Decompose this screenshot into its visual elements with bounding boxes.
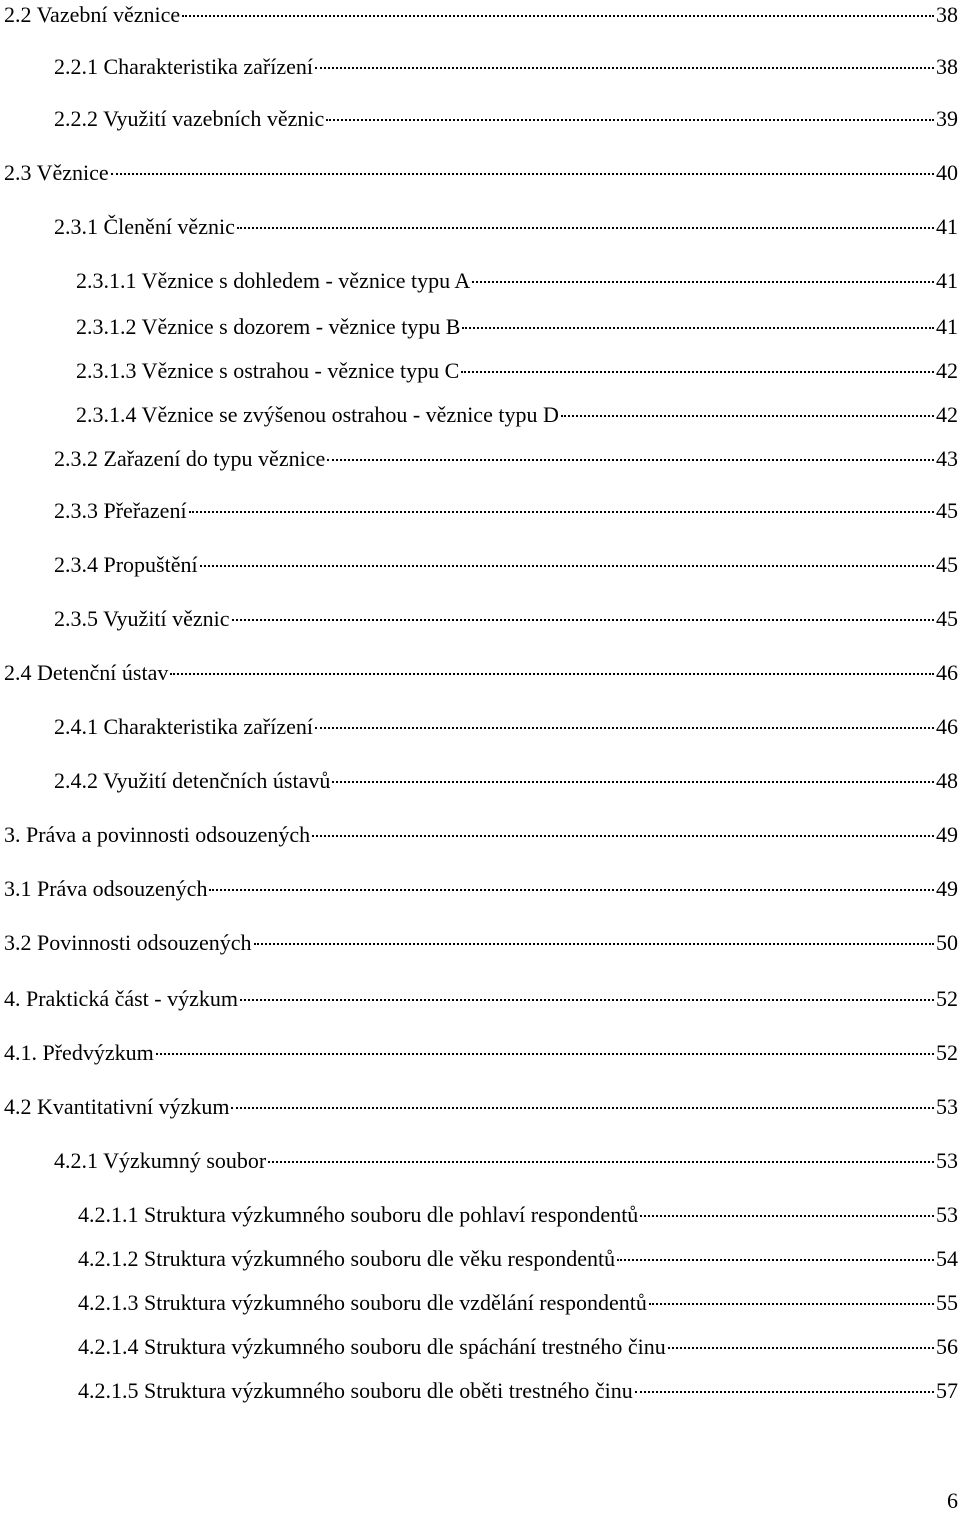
toc-entry-page: 43 bbox=[936, 446, 958, 471]
toc-entry-title: 2.3.1 Členění věznic bbox=[54, 214, 235, 239]
toc-leader bbox=[461, 371, 934, 373]
toc-entry-page: 41 bbox=[936, 214, 958, 239]
toc-entry-title: 2.4.1 Charakteristika zařízení bbox=[54, 714, 314, 739]
toc-entry-title: 4.2 Kvantitativní výzkum bbox=[4, 1094, 230, 1119]
toc-entry-page: 49 bbox=[936, 822, 958, 847]
toc-entry-title: 2.3.5 Využití věznic bbox=[54, 606, 230, 631]
toc-entry[interactable] bbox=[4, 820, 958, 850]
toc-entry[interactable] bbox=[54, 212, 958, 242]
toc-entry[interactable] bbox=[4, 158, 958, 188]
toc-leader bbox=[472, 281, 934, 283]
toc-leader bbox=[268, 1161, 934, 1163]
toc-leader bbox=[240, 999, 934, 1001]
toc-leader bbox=[182, 15, 934, 17]
toc-entry[interactable] bbox=[78, 1332, 958, 1362]
toc-entry[interactable] bbox=[4, 984, 958, 1014]
toc-entry[interactable] bbox=[54, 550, 958, 580]
toc-entry-page: 46 bbox=[936, 714, 958, 739]
toc-entry[interactable] bbox=[54, 52, 958, 82]
toc-entry-title: 3.1 Práva odsouzených bbox=[4, 876, 208, 901]
toc-entry[interactable] bbox=[54, 1146, 958, 1176]
toc-entry-page: 39 bbox=[936, 106, 958, 131]
toc-leader bbox=[156, 1053, 934, 1055]
toc-leader bbox=[231, 1107, 934, 1109]
toc-entry[interactable] bbox=[76, 312, 958, 342]
toc-entry-page: 52 bbox=[936, 986, 958, 1011]
toc-entry-title: 2.2.2 Využití vazebních věznic bbox=[54, 106, 325, 131]
toc-entry-title: 3.2 Povinnosti odsouzených bbox=[4, 930, 252, 955]
toc-leader bbox=[617, 1259, 934, 1261]
toc-entry-page: 46 bbox=[936, 660, 958, 685]
toc-entry-page: 42 bbox=[936, 358, 958, 383]
toc-entry-title: 2.3.3 Přeřazení bbox=[54, 498, 187, 523]
toc-entry[interactable] bbox=[4, 0, 958, 30]
toc-entry-page: 42 bbox=[936, 402, 958, 427]
toc-leader bbox=[209, 889, 934, 891]
toc-entry-page: 41 bbox=[936, 314, 958, 339]
toc-entry-page: 52 bbox=[936, 1040, 958, 1065]
toc-entry[interactable] bbox=[54, 104, 958, 134]
toc-entry-title: 4.2.1.3 Struktura výzkumného souboru dle vzdělání respondentů bbox=[78, 1290, 647, 1315]
toc-entry-page: 40 bbox=[936, 160, 958, 185]
toc-entry[interactable] bbox=[54, 444, 958, 474]
toc-entry-title: 2.3.1.4 Věznice se zvýšenou ostrahou - věznice typu D bbox=[76, 402, 559, 427]
toc-leader bbox=[561, 415, 934, 417]
toc-entry[interactable] bbox=[54, 766, 958, 796]
toc-entry-title: 2.2.1 Charakteristika zařízení bbox=[54, 54, 314, 79]
toc-entry-title: 4.2.1 Výzkumný soubor bbox=[54, 1148, 267, 1173]
toc-entry-title: 4.2.1.4 Struktura výzkumného souboru dle spáchání trestného činu bbox=[78, 1334, 666, 1359]
toc-leader bbox=[170, 673, 934, 675]
toc-entry-title: 4.2.1.5 Struktura výzkumného souboru dle oběti trestného činu bbox=[78, 1378, 633, 1403]
toc-entry-page: 41 bbox=[936, 268, 958, 293]
toc-entry-page: 56 bbox=[936, 1334, 958, 1359]
toc-entry[interactable] bbox=[4, 658, 958, 688]
toc-leader bbox=[232, 619, 934, 621]
toc-leader bbox=[237, 227, 934, 229]
toc-entry-title: 2.4 Detenční ústav bbox=[4, 660, 169, 685]
toc-entry-page: 57 bbox=[936, 1378, 958, 1403]
toc-entry[interactable] bbox=[76, 356, 958, 386]
toc-entry-title: 2.3.4 Propuštění bbox=[54, 552, 198, 577]
toc-entry-title: 2.3 Věznice bbox=[4, 160, 109, 185]
toc-entry-title: 2.4.2 Využití detenčních ústavů bbox=[54, 768, 331, 793]
toc-entry[interactable] bbox=[4, 874, 958, 904]
toc-entry-page: 53 bbox=[936, 1094, 958, 1119]
toc-entry[interactable] bbox=[78, 1288, 958, 1318]
toc-entry-title: 2.3.2 Zařazení do typu věznice bbox=[54, 446, 326, 471]
toc-leader bbox=[327, 459, 934, 461]
toc-entry-title: 2.2 Vazební věznice bbox=[4, 2, 181, 27]
toc-entry[interactable] bbox=[78, 1376, 958, 1406]
toc-entry[interactable] bbox=[4, 1092, 958, 1122]
toc-entry-page: 53 bbox=[936, 1202, 958, 1227]
toc-leader bbox=[462, 327, 934, 329]
page-number: 6 bbox=[947, 1488, 958, 1513]
toc-entry-page: 45 bbox=[936, 606, 958, 631]
toc-leader bbox=[312, 835, 934, 837]
toc-entry[interactable] bbox=[54, 712, 958, 742]
toc-leader bbox=[200, 565, 934, 567]
toc-entry-page: 54 bbox=[936, 1246, 958, 1271]
toc-entry-page: 48 bbox=[936, 768, 958, 793]
toc-entry-title: 4. Praktická část - výzkum bbox=[4, 986, 238, 1011]
toc-leader bbox=[635, 1391, 934, 1393]
toc-leader bbox=[315, 67, 934, 69]
toc-entry-title: 4.1. Předvýzkum bbox=[4, 1040, 154, 1065]
toc-leader bbox=[189, 511, 934, 513]
toc-entry-page: 45 bbox=[936, 552, 958, 577]
toc-entry[interactable] bbox=[4, 928, 958, 958]
toc-entry[interactable] bbox=[54, 496, 958, 526]
toc-entry-page: 45 bbox=[936, 498, 958, 523]
toc-entry[interactable] bbox=[76, 400, 958, 430]
toc-entry-page: 53 bbox=[936, 1148, 958, 1173]
toc-leader bbox=[254, 943, 935, 945]
toc-leader bbox=[649, 1303, 934, 1305]
toc-entry-title: 2.3.1.1 Věznice s dohledem - věznice typu A bbox=[76, 268, 471, 293]
toc-entry-title: 2.3.1.3 Věznice s ostrahou - věznice typu C bbox=[76, 358, 460, 383]
toc-entry-page: 38 bbox=[936, 54, 958, 79]
toc-entry-title: 4.2.1.1 Struktura výzkumného souboru dle pohlaví respondentů bbox=[78, 1202, 639, 1227]
toc-entry[interactable] bbox=[76, 266, 958, 296]
toc-entry-title: 2.3.1.2 Věznice s dozorem - věznice typu B bbox=[76, 314, 461, 339]
toc-entry-page: 55 bbox=[936, 1290, 958, 1315]
toc-entry[interactable] bbox=[4, 1038, 958, 1068]
toc-leader bbox=[640, 1215, 934, 1217]
toc-leader bbox=[332, 781, 934, 783]
toc-leader bbox=[315, 727, 934, 729]
toc-entry[interactable] bbox=[54, 604, 958, 634]
toc-entry[interactable] bbox=[78, 1244, 958, 1274]
toc-leader bbox=[111, 173, 934, 175]
toc-leader bbox=[326, 119, 934, 121]
toc-entry-title: 3. Práva a povinnosti odsouzených bbox=[4, 822, 311, 847]
toc-entry-page: 50 bbox=[936, 930, 958, 955]
toc-entry-page: 38 bbox=[936, 2, 958, 27]
toc-entry[interactable] bbox=[78, 1200, 958, 1230]
toc-entry-page: 49 bbox=[936, 876, 958, 901]
toc-leader bbox=[668, 1347, 934, 1349]
toc-entry-title: 4.2.1.2 Struktura výzkumného souboru dle věku respondentů bbox=[78, 1246, 616, 1271]
